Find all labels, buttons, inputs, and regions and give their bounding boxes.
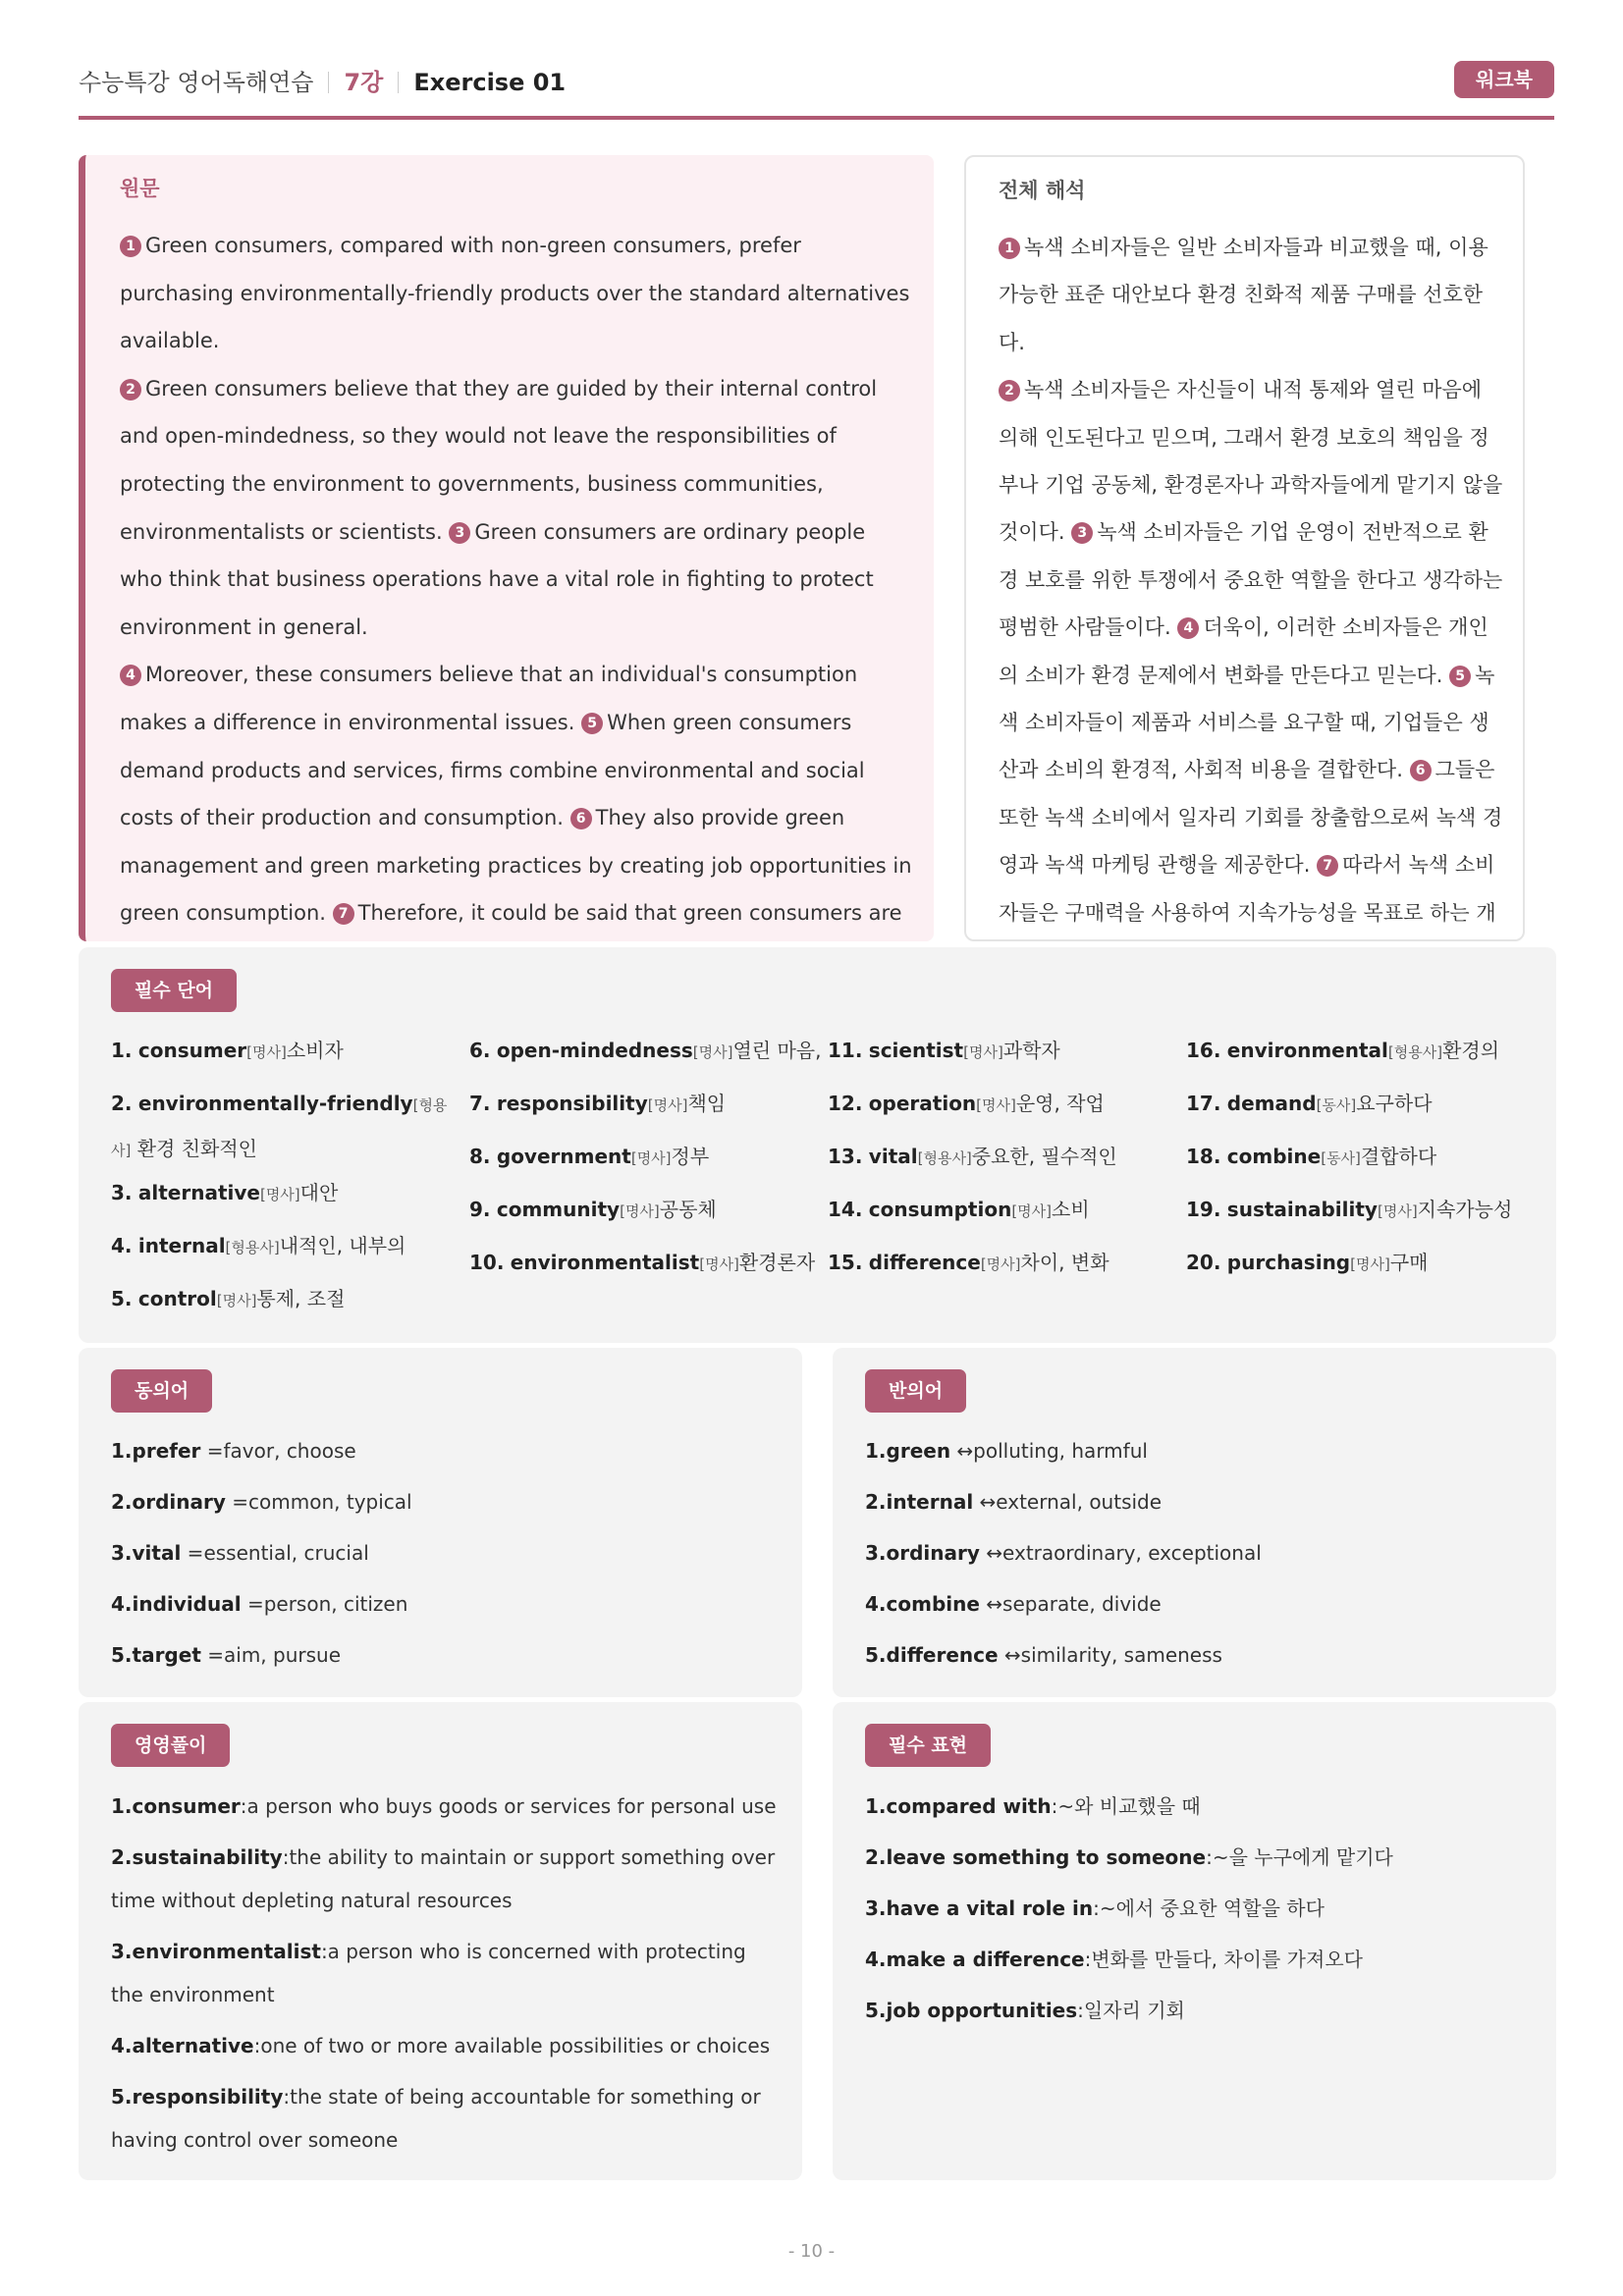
original-sentence-2: Green consumers believe that they are guided by their internal control and open-mindedness, so they would not leave the responsibilities of protecting the environment to governments, business communities, environmentalists or scientists.: [120, 376, 878, 544]
synonym-item: 5.target =aim, pursue: [111, 1643, 342, 1667]
antonym-item: 1.green ↔polluting, harmful: [865, 1439, 1148, 1463]
vocab-item: 12. operation[명사]운영, 작업: [828, 1092, 1105, 1115]
translation-box: [964, 155, 1525, 941]
expression-item: 3.have a vital role in:~에서 중요한 역할을 하다: [865, 1896, 1325, 1920]
original-sentence-4: Moreover, these consumers believe that an individual's consumption makes a difference in environmental issues.: [120, 663, 858, 734]
definition-item: 1.consumer:a person who buys goods or services for personal use: [111, 1794, 777, 1818]
vocab-item: 15. difference[명사]차이, 변화: [828, 1251, 1109, 1274]
sentence-number-3: 3: [449, 522, 470, 544]
definitions-tag: 영영풀이: [111, 1724, 230, 1767]
antonyms-list: [865, 1438, 1533, 1693]
vocab-column-1: [111, 1038, 464, 1339]
antonym-item: 4.combine ↔separate, divide: [865, 1592, 1162, 1616]
vocab-item: 3. alternative[명사]대안: [111, 1181, 339, 1204]
header-divider: [328, 72, 329, 93]
synonym-item: 3.vital =essential, crucial: [111, 1541, 369, 1565]
translation-number-6: 6: [1410, 760, 1432, 781]
translation-number-1: 1: [999, 238, 1020, 259]
expression-item: 1.compared with:~와 비교했을 때: [865, 1794, 1201, 1818]
translation-sentence-1: 녹색 소비자들은 일반 소비자들과 비교했을 때, 이용 가능한 표준 대안보다 환경 친화적 제품 구매를 선호한다.: [999, 236, 1488, 354]
translation-sentence-3: 녹색 소비자들은 기업 운영이 전반적으로 환경 보호를 위한 투쟁에서 중요한 역할을 한다고 생각하는 평범한 사람들이다.: [999, 520, 1503, 640]
vocab-column-4: [1186, 1038, 1540, 1303]
translation-sentence-7: 따라서 녹색 소비자들은 구매력을 사용하여 지속가능성을 목표로 하는 개: [999, 853, 1496, 925]
translation-number-2: 2: [999, 380, 1020, 401]
vocab-item: 5. control[명사]통제, 조절: [111, 1287, 346, 1310]
original-sentence-3: Green consumers are ordinary people who think that business operations have a vital role in fighting to protect environment in general.: [120, 519, 874, 639]
translation-sentence-2: 녹색 소비자들은 자신들이 내적 통제와 열린 마음에 의해 인도된다고 믿으며, 그래서 환경 보호의 책임을 정부나 기업 공동체, 환경론자나 과학자들에게 맡기지 않을 것이다.: [999, 378, 1503, 545]
definitions-panel: [79, 1702, 802, 2180]
original-title: 원문: [120, 177, 160, 200]
antonym-item: 2.internal ↔external, outside: [865, 1490, 1163, 1514]
vocab-item: 8. government[명사]정부: [469, 1145, 710, 1168]
sentence-number-7: 7: [333, 903, 354, 925]
vocab-item: 20. purchasing[명사]구매: [1186, 1251, 1429, 1274]
exercise-label: Exercise 01: [413, 69, 567, 96]
original-text-box: [79, 155, 934, 941]
translation-number-7: 7: [1317, 855, 1338, 877]
page-number: - 10 -: [787, 2241, 836, 2262]
vocab-item: 7. responsibility[명사]책임: [469, 1092, 727, 1115]
vocab-tag: 필수 단어: [111, 969, 237, 1012]
translation-title: 전체 해석: [999, 179, 1086, 202]
expressions-tag: 필수 표현: [865, 1724, 991, 1767]
header-title-group: [79, 65, 566, 100]
vocab-item: 19. sustainability[명사]지속가능성: [1186, 1198, 1513, 1221]
original-sentence-5: When green consumers demand products and services, firms combine environmental and social costs of their production and consumption.: [120, 710, 865, 830]
page-header: [79, 61, 1554, 120]
translation-number-4: 4: [1177, 617, 1199, 639]
vocab-item: 1. consumer[명사]소비자: [111, 1039, 344, 1062]
translation-sentence-5: 녹색 소비자들이 제품과 서비스를 요구할 때, 기업들은 생산과 소비의 환경적, 사회적 비용을 결합한다.: [999, 663, 1495, 782]
vocab-item: 11. scientist[명사]과학자: [828, 1039, 1060, 1062]
synonyms-list: [111, 1438, 779, 1693]
original-sentence-6: They also provide green management and green marketing practices by creating job opportunities in green consumption.: [120, 806, 912, 926]
sentence-number-1: 1: [120, 236, 141, 257]
series-title: 수능특강 영어독해연습: [79, 69, 314, 96]
vocab-item: 6. open-mindedness[명사]열린 마음,: [469, 1039, 822, 1062]
original-sentence-7: Therefore, it could be said that green consumers are: [357, 901, 902, 926]
antonym-item: 5.difference ↔similarity, sameness: [865, 1643, 1222, 1667]
expressions-list: [865, 1785, 1533, 2040]
antonyms-tag: 반의어: [865, 1369, 966, 1413]
translation-number-3: 3: [1071, 522, 1093, 544]
vocab-item: 10. environmentalist[명사]환경론자: [469, 1251, 816, 1274]
vocab-column-3: [828, 1038, 1181, 1303]
synonyms-tag: 동의어: [111, 1369, 212, 1413]
expression-item: 2.leave something to someone:~을 누구에게 맡기다: [865, 1845, 1393, 1869]
definition-item: 4.alternative:one of two or more available possibilities or choices: [111, 2034, 771, 2057]
antonyms-panel: [833, 1348, 1556, 1697]
header-divider: [398, 72, 399, 93]
original-passage: [120, 222, 914, 986]
synonyms-panel: [79, 1348, 802, 1697]
workbook-badge: 워크북: [1454, 61, 1554, 98]
synonym-item: 2.ordinary =common, typical: [111, 1490, 412, 1514]
expression-item: 5.job opportunities:일자리 기회: [865, 1999, 1185, 2022]
vocab-item: 18. combine[동사]결합하다: [1186, 1145, 1437, 1168]
translation-sentence-4: 더욱이, 이러한 소비자들은 개인의 소비가 환경 문제에서 변화를 만든다고 믿는다.: [999, 615, 1488, 687]
antonym-item: 3.ordinary ↔extraordinary, exceptional: [865, 1541, 1262, 1565]
vocab-item: 13. vital[형용사]중요한, 필수적인: [828, 1145, 1117, 1168]
vocab-item: 9. community[명사]공동체: [469, 1198, 717, 1221]
definitions-list: [111, 1785, 779, 2169]
vocab-panel: [79, 947, 1556, 1343]
expression-item: 4.make a difference:변화를 만들다, 차이를 가져오다: [865, 1948, 1363, 1971]
vocab-column-2: [469, 1038, 823, 1303]
original-sentence-1: Green consumers, compared with non-green consumers, prefer purchasing environmentally-friendly products over the standard alternatives available.: [120, 234, 910, 353]
translation-passage: [999, 224, 1505, 985]
sentence-number-5: 5: [581, 713, 603, 734]
translation-sentence-6: 그들은 또한 녹색 소비에서 일자리 기회를 창출함으로써 녹색 경영과 녹색 마케팅 관행을 제공한다.: [999, 758, 1503, 878]
vocab-item: 4. internal[형용사]내적인, 내부의: [111, 1234, 406, 1257]
sentence-number-4: 4: [120, 665, 141, 686]
synonym-item: 1.prefer =favor, choose: [111, 1439, 356, 1463]
synonym-item: 4.individual =person, citizen: [111, 1592, 408, 1616]
vocab-item: 16. environmental[형용사]환경의: [1186, 1039, 1500, 1062]
vocab-item: 17. demand[동사]요구하다: [1186, 1092, 1433, 1115]
definition-item: 5.responsibility:the state of being accountable for something or having control over someone: [111, 2085, 761, 2152]
vocab-item: 14. consumption[명사]소비: [828, 1198, 1090, 1221]
lesson-label: 7강: [344, 69, 384, 96]
sentence-number-2: 2: [120, 379, 141, 400]
definition-item: 2.sustainability:the ability to maintain or support something over time without depleting natural resources: [111, 1845, 776, 1912]
sentence-number-6: 6: [570, 808, 592, 829]
translation-number-5: 5: [1449, 666, 1471, 687]
definition-item: 3.environmentalist:a person who is concerned with protecting the environment: [111, 1940, 746, 2006]
expressions-panel: [833, 1702, 1556, 2180]
vocab-item: 2. environmentally-friendly[형용사] 환경 친화적인: [111, 1092, 448, 1160]
